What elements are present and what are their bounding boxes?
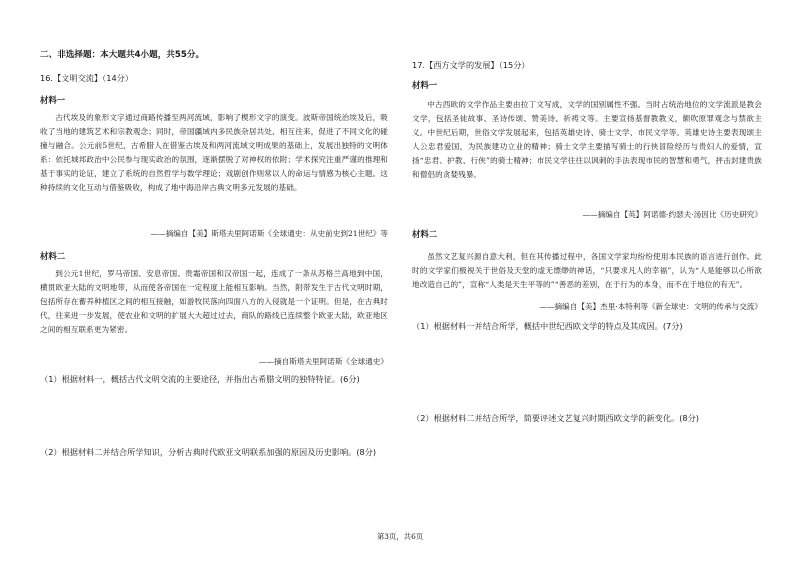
q16-material-1-label: 材料一 [40,95,66,105]
q17-material-2-source: ——摘编自【美】杰里·本特利等《新全球史：文明的传承与交流》 [539,302,762,311]
q16-material-2-label: 材料二 [40,251,66,261]
q17-subquestion-2: （2）根据材料二并结合所学，简要评述文艺复兴时期西欧文学的新变化。(8分) [412,413,699,423]
q17-material-1-label: 材料一 [412,80,438,90]
q17-material-2-label: 材料二 [412,229,438,239]
page-number: 第3页，共6页 [376,532,424,541]
q17-subquestion-1: （1）根据材料一并结合所学，概括中世纪西欧文学的特点及其成因。(7分) [412,321,683,331]
q17-material-1-text: 中古西欧的文学作品主要由拉丁文写成，文学的国别属性不强。当时占统治地位的文学流派是教会文学，包括圣徒故事、圣诗传颂、赞美诗、祈祷文等。主要宣扬基督教教义，颇吹原罪观念与禁欲主义。中世纪后期，世俗文学发展起来，包括英雄史诗、骑士文学、市民文学等。英雄史诗主要表现颂主人公忠君爱国，为民族建功立业的精神；骑士文学主要描写骑士的行侠冒险经历与贵妇人的爱情，宣扬“忠君、护教、行侠”的骑士精神；市民文学往往以讽刺的手法表现市民的智慧和勇气，抨击封建贵族和僧侣的贪婪残暴。 [412,100,762,179]
q17-header: 17.【西方文学的发展】（15分） [412,60,530,70]
q17-material-1-source: ——摘编自【英】阿诺德·约瑟夫·汤因比《历史研究》 [582,210,762,219]
q16-material-1-text: 古代埃及的象形文字通过商路传播至两河流域，影响了楔形文字的演变。波斯帝国统治埃及后，吸收了当地的建筑艺术和宗教观念；同时，帝国疆域内多民族杂居共处、相互往来，促进了不同文化的碰撞与融合。公元前5世纪，古希腊人在借鉴古埃及和两河流域文明成果的基础上，发展出独特的文明体系：依托城邦政治中公民参与现实政治的氛围，逐渐摆脱了对神权的依附；学术探究注重严谨的推理和基于事实的论证，建立了系统的自然哲学与数学理论；戏剧创作则常以人的命运与情感为核心主题。这种持续的文化互动与借鉴吸收，构成了地中海沿岸古典文明多元发展的基础。 [40,113,388,192]
q17-material-2-text: 虽然文艺复兴源自意大利，但在其传播过程中，各国文学家均纷纷使用本民族的语言进行创作。此时的文学家们极视关于世俗及天堂的虚无缥缈的神话，“只要求凡人的幸福”，认为“人是能够以心所欲地改造自己的”，宣称“人类是天生平等的”“善恶的差别，在于行为的本身，而不在于地位的有无”。 [412,252,762,289]
section-title: 二、非选择题：本大题共4小题，共55分。 [40,50,205,60]
q16-subquestion-1: （1）根据材料一，概括古代文明交流的主要途径，并指出古希腊文明的独特特征。(6分) [40,374,360,384]
q16-material-2-source: ——摘自斯塔夫里阿诺斯《全球通史》 [258,357,388,366]
q16-material-2-text: 到公元1世纪，罗马帝国、安息帝国、贵霜帝国和汉帝国一起，连成了一条从苏格兰高地到中国，横贯欧亚大陆的文明地带，从而使各帝国在一定程度上能相互影响。当然，附带发生于古代文明时期，包括所存在蓄养种植区之间的相互接触，如游牧民落向四面八方的入侵就是一个证明。但是，在古典时代，往来进一步发展，使农业和文明的扩展大大超过过去，商队的路线已连续整个欧亚大陆，欧亚地区之间的相互联系更为紧密。 [40,269,388,334]
q16-subquestion-2: （2）根据材料二并结合所学知识，分析古典时代欧亚文明联系加强的原因及历史影响。(8分) [40,447,377,457]
q16-material-1-source: ——摘编自【美】斯塔夫里阿诺斯《全球通史：从史前史到21世纪》等 [150,229,388,238]
q16-header: 16.【文明交流】（14分） [40,73,134,83]
